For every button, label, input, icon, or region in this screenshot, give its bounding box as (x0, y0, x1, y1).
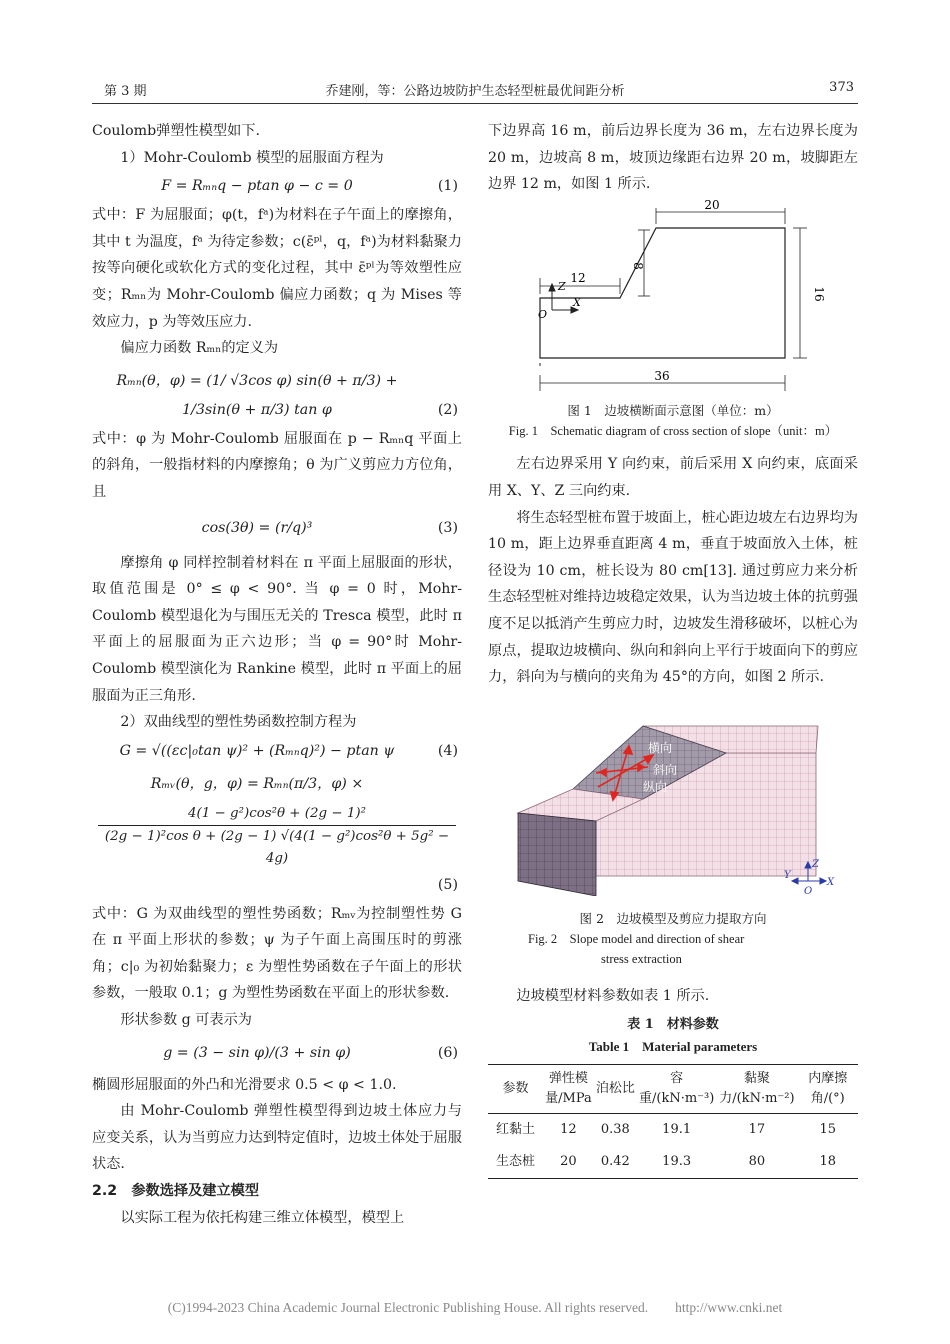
equation-2a (92, 368, 462, 395)
paragraph: 以实际工程为依托构建三维立体模型，模型上 (120, 1209, 405, 1226)
slope-cross-section-diagram (488, 198, 858, 368)
page-number: 373 (829, 80, 854, 95)
axis-z-label: Z (812, 858, 819, 870)
paragraph: 将生态轻型桩布置于坡面上，桩心距边坡左右边界均为 10 m，距上边界垂直距离 4 m，垂直于坡面放入土体，桩径设为 10 cm，桩长设为 80 cm[13]. 通过剪应力来分析生态轻型桩对维持边坡稳定效果，认为当边坡土体的抗剪强度不足以抵消产生剪应力时，边坡发生滑移破坏，以桩心为原点，提取边坡横向、纵向和斜向上平行于坡面向下的剪应力，斜向为与横向的夹角为 45°的方向，如图 2 所示. (488, 509, 858, 686)
figure-2-caption-en-1: Fig. 2 Slope model and direction of shear (528, 932, 745, 947)
equation-3 (92, 508, 462, 548)
table-cell: 18 (797, 1146, 858, 1179)
equation-number: (2) (437, 401, 458, 418)
table-header-cell: 参数 (488, 1064, 543, 1113)
equation-body: 1/3sin(θ + π/3) tan φ (182, 401, 332, 418)
right-column (488, 118, 858, 1179)
equation-body: F = Rₘₙq − ptan φ − c = 0 (161, 178, 353, 195)
table-header-cell: 黏聚力/(kN·m⁻²) (716, 1064, 797, 1113)
paragraph: 下边界高 16 m，前后边界长度为 36 m，左右边界长度为 20 m，边坡高 8 m，坡顶边缘距右边界 20 m，坡脚距左边界 12 m，如图 1 所示. (488, 123, 858, 193)
table-cell: 红黏土 (496, 1121, 536, 1137)
table-cell: 19.3 (637, 1146, 716, 1179)
equation-2b (92, 397, 462, 424)
paragraph: 1）Mohr-Coulomb 模型的屈服面方程为 (120, 149, 384, 166)
table-cell: 0.38 (600, 1121, 630, 1137)
table-header-cell: 内摩擦角/(°) (797, 1064, 858, 1113)
equation-body: Rₘᵥ(θ，g，φ) = Rₘₙ(π/3，φ) × (150, 775, 364, 792)
axis-y-label: Y (784, 869, 791, 881)
figure-1 (488, 198, 858, 442)
slope-outline (540, 308, 785, 363)
equation-body: g = (3 − sin φ)/(3 + sin φ) (163, 1044, 351, 1061)
equation-6 (92, 1036, 462, 1070)
table-cell: 80 (716, 1146, 797, 1179)
table-row (488, 1146, 858, 1179)
axis-z-label: Z (558, 279, 566, 293)
axis-origin-label: O (804, 885, 813, 896)
header-rule (92, 103, 858, 104)
paragraph: 式中：F 为屈服面；φ(t，fᵃ)为材料在子午面上的摩擦角，其中 t 为温度，fᵃ 为待定参数；c(ε̄ᵖˡ，q，fᵃ)为材料黏聚力按等向硬化或软化方式的变化过程，其中 ε̄ᵖˡ为等效塑性应变；Rₘₙ为 Mohr-Coulomb 偏应力函数；q 为 Mises 等效应力，p 为等效压应力. (92, 207, 462, 330)
figure-1-caption-en: Fig. 1 Schematic diagram of cross section of slope（unit：m） (508, 424, 838, 439)
equation-5-number (92, 872, 462, 899)
equation-number: (1) (437, 178, 458, 195)
axis-x-label: X (827, 876, 835, 888)
paragraph: 边坡模型材料参数如表 1 所示. (516, 988, 710, 1005)
table-header-cell: 弹性模量/MPa (543, 1064, 594, 1113)
dim-bottom-36: 36 (654, 371, 670, 384)
slope-shape (540, 228, 785, 358)
figure-2 (488, 701, 858, 970)
material-parameters-table (488, 1064, 858, 1179)
equation-1 (92, 173, 462, 200)
equation-number: (4) (437, 742, 458, 759)
running-header (92, 80, 858, 104)
section-heading: 2.2 参数选择及建立模型 (92, 1183, 260, 1200)
dim-left-12: 12 (570, 270, 586, 285)
running-title: 乔建刚，等：公路边坡防护生态轻型桩最优间距分析 (325, 84, 625, 99)
table-cell: 15 (819, 1121, 837, 1137)
table-1-title-en: Table 1 Material parameters (588, 1038, 758, 1054)
figure-2-caption-en-2: stress extraction (601, 952, 682, 967)
table-cell: 20 (543, 1146, 594, 1179)
copyright-footer: (C)1994-2023 China Academic Journal Electronic Publishing House. All rights reserved. http://www.cnki.net (167, 1300, 783, 1315)
equation-number: (3) (437, 519, 458, 536)
slope-bottom-dimension (488, 371, 858, 395)
paragraph: 左右边界采用 Y 向约束，前后采用 X 向约束，底面采用 X、Y、Z 三向约束. (488, 456, 858, 499)
table-cell: 0.42 (594, 1146, 637, 1179)
paragraph: 2）双曲线型的塑性势函数控制方程为 (120, 714, 357, 731)
equation-body: cos(3θ) = (r/q)³ (201, 519, 313, 536)
axis-x-label: X (573, 295, 581, 309)
dim-slope-8: 8 (631, 261, 645, 270)
paragraph: 式中：φ 为 Mohr-Coulomb 屈服面在 p − Rₘₙq 平面上的斜角，一般指材料的内摩擦角；θ 为广义剪应力方位角，且 (92, 430, 462, 500)
table-cell: 19.1 (662, 1121, 692, 1137)
equation-5-fraction (92, 803, 462, 870)
paragraph: 偏应力函数 Rₘₙ的定义为 (120, 340, 279, 357)
z-arrow (549, 284, 555, 291)
dim-right-16: 16 (812, 286, 826, 302)
table-cell: 生态桩 (488, 1146, 543, 1179)
equation-numerator: 4(1 − g²)cos²θ + (2g − 1)² (188, 805, 366, 821)
paragraph: Coulomb弹塑性模型如下. (92, 123, 260, 139)
equation-denominator: (2g − 1)²cos θ + (2g − 1) √(4(1 − g²)cos²θ + 5g² − 4g) (104, 828, 450, 866)
table-1-title-cn: 表 1 材料参数 (627, 1016, 719, 1032)
table-header-row (488, 1064, 858, 1113)
table-row (488, 1113, 858, 1146)
table-cell: 12 (560, 1121, 577, 1137)
dim-top-20: 20 (704, 197, 720, 212)
equation-body: G = √((εc|₀tan ψ)² + (Rₘₙq)²) − ptan ψ (119, 742, 395, 759)
mesh-left-face (518, 813, 596, 896)
figure-1-caption-cn: 图 1 边坡横断面示意图（单位：m） (567, 403, 779, 419)
issue-number: 第 3 期 (104, 84, 147, 99)
label-longitudinal: 纵向 (643, 779, 668, 794)
paragraph: 式中：G 为双曲线型的塑性势函数；Rₘᵥ为控制塑性势 G 在 π 平面上形状的参数；ψ 为子午面上高围压时的剪涨角；c|₀ 为初始黏聚力；ε 为塑性势函数在子午面上的形状参数，一般取 0.1；g 为塑性势函数在平面上的形状参数. (92, 905, 462, 1002)
table-cell: 17 (748, 1121, 766, 1137)
paragraph: 椭圆形屈服面的外凸和光滑要求 0.5 < φ < 1.0. (92, 1076, 397, 1093)
equation-4 (92, 738, 462, 765)
table-header-cell: 泊松比 (594, 1064, 637, 1113)
table-header-cell: 容重/(kN·m⁻³) (637, 1064, 716, 1113)
axis-origin-label: O (538, 307, 548, 321)
paragraph: 由 Mohr-Coulomb 弹塑性模型得到边坡土体应力与应变关系，认为当剪应力达到特定值时，边坡土体处于屈服状态. (92, 1103, 462, 1173)
figure-2-caption-cn: 图 2 边坡模型及剪应力提取方向 (579, 911, 767, 927)
equation-number: (6) (437, 1044, 458, 1061)
equation-body: Rₘₙ(θ，φ) = (1/ √3cos φ) sin(θ + π/3) + (116, 372, 398, 389)
paragraph: 形状参数 g 可表示为 (120, 1012, 252, 1029)
equation-5a (92, 767, 462, 801)
equation-number: (5) (437, 876, 458, 893)
slope-3d-mesh-model (488, 701, 858, 896)
left-column (92, 118, 462, 1231)
label-diagonal: 斜向 (653, 762, 678, 777)
paragraph: 摩擦角 φ 同样控制着材料在 π 平面上屈服面的形状，取值范围是 0° ≤ φ < 90°. 当 φ = 0 时，Mohr-Coulomb 模型退化为与围压无关的 Tresca 模型，此时 π 平面上的屈服面为正六边形；当 φ = 90°时 Mohr-Coulomb 模型演化为 Rankine 模型，此时 π 平面上的屈服面为正三角形. (92, 554, 462, 704)
label-transverse: 横向 (648, 740, 673, 755)
